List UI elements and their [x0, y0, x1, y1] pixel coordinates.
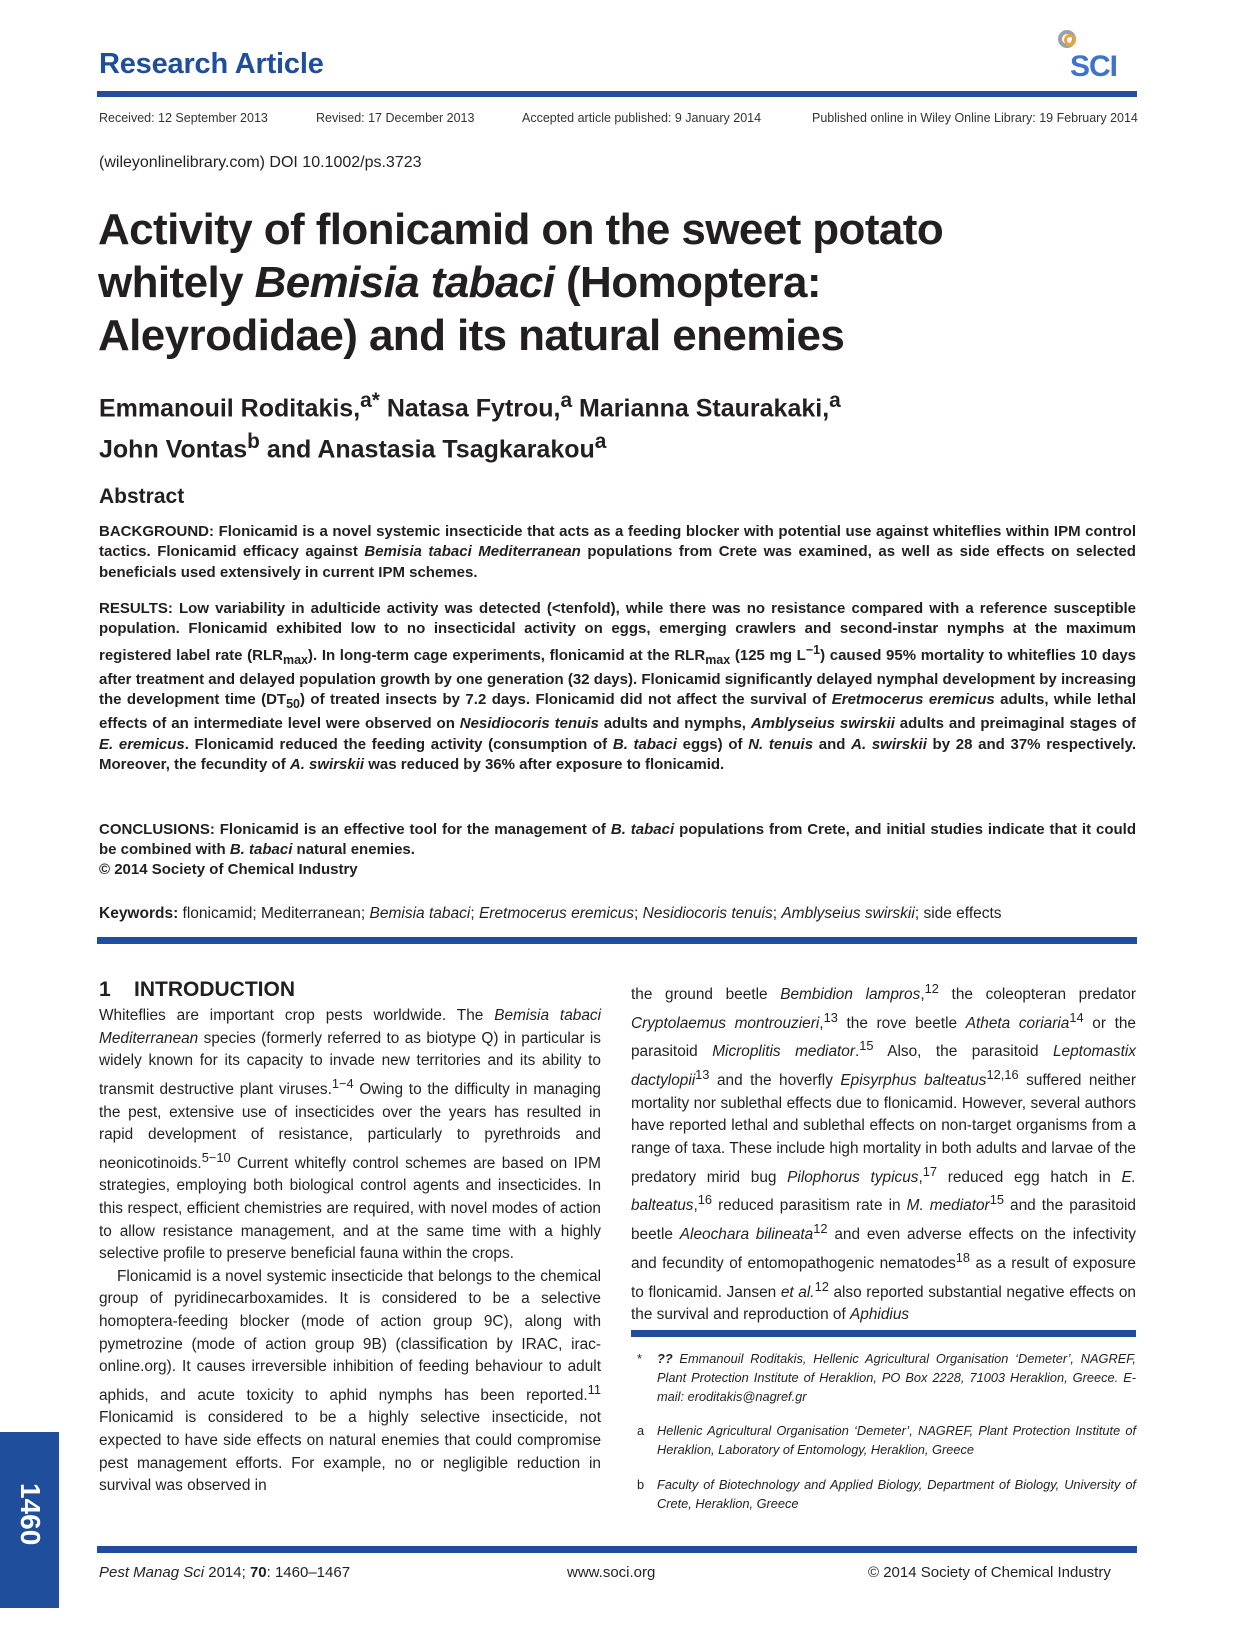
- sci-logo: [1056, 26, 1146, 86]
- footnote-mark: b: [637, 1477, 645, 1492]
- abstract-rule: [97, 937, 1137, 944]
- received-date: Received: 12 September 2013: [99, 111, 268, 125]
- footnote-rule: [631, 1330, 1136, 1337]
- title-text: (Homoptera:: [554, 258, 821, 307]
- footnote-text: Faculty of Biotechnology and Applied Biology, Department of Biology, University of Crete, Heraklion, Greece: [657, 1477, 1136, 1511]
- revised-date: Revised: 17 December 2013: [316, 111, 475, 125]
- title-text: whitely: [98, 258, 255, 307]
- keywords: Keywords: flonicamid; Mediterranean; Bemisia tabaci; Eretmocerus eremicus; Nesidiocoris tenuis; Amblyseius swirskii; side effects: [99, 905, 1002, 922]
- author-and: and: [259, 435, 318, 464]
- author-name: Anastasia Tsagkarakou: [317, 435, 595, 464]
- intro-right-column: [631, 978, 1136, 1327]
- journal-citation: Pest Manag Sci 2014; 70: 1460–1467: [99, 1564, 351, 1581]
- footnote-text: Hellenic Agricultural Organisation ‘Demeter’, NAGREF, Plant Protection Institute of Heraklion, Laboratory of Entomology, Heraklion, Greece: [657, 1423, 1136, 1457]
- footnote-placeholder: ??: [657, 1351, 673, 1366]
- intro-paragraph: Whiteflies are important crop pests worldwide. The Bemisia tabaci Mediterranean species (formerly referred to as biotype Q) in particular is widely known for its capacity to invade new territories and its ability to transmit destructive plant viruses.$^{1-4}$ Owing to the difficulty in managing the pest, extensive use of insecticides over the years has resulted in rapid development of resistance, particularly to pyrethroids and neonicotinoids.$^{5-10}$ Current whitefly control schemes are based on IPM strategies, employing both biological control agents and insecticides. In this respect, efficient chemistries are required, with novel modes of action to allow resistance management, and at the same time with a highly selective profile to preserve beneficial fauna within the crops.: [99, 1007, 601, 1263]
- intro-paragraph: the ground beetle Bembidion lampros,$^{12}$ the coleopteran predator Cryptolaemus montrouzieri,$^{13}$ the rove beetle Atheta coriaria$^{14}$ or the parasitoid Microplitis mediator.$^{15}$ Also, the parasitoid Leptomastix dactylopii$^{13}$ and the hoverfly Episyrphus balteatus$^{12,16}$ suffered neither mortality nor sublethal effects due to flonicamid. However, several authors have reported lethal and sublethal effects on non-target organisms from a range of taxa. These include high mortality in both adults and larvae of the predatory mirid bug Pilophorus typicus,$^{17}$ reduced egg hatch in E. balteatus,$^{16}$ reduced parasitism rate in M. mediator$^{15}$ and the parasitoid beetle Aleochara bilineata$^{12}$ and even adverse effects on the infectivity and fecundity of entomopathogenic nematodes$^{18}$ as a result of exposure to flonicamid. Jansen et al.$^{12}$ also reported substantial negative effects on the survival and reproduction of Aphidius: [631, 981, 1136, 1324]
- author-line: [99, 384, 1049, 425]
- website-link[interactable]: www.soci.org: [567, 1564, 656, 1581]
- author-affil: a: [560, 389, 573, 412]
- doi-link[interactable]: (wileyonlinelibrary.com) DOI 10.1002/ps.3723: [99, 154, 422, 171]
- article-title: [98, 203, 1048, 362]
- footnote-mark: a: [637, 1423, 645, 1438]
- header-rule: [97, 91, 1137, 97]
- title-line: Aleyrodidae) and its natural enemies: [98, 311, 845, 360]
- author-list: [99, 384, 1049, 467]
- footer-rule: [97, 1546, 1137, 1553]
- author-name: Marianna Staurakaki,: [579, 394, 830, 423]
- footnote-affil-a: [631, 1421, 1136, 1459]
- author-name: Emmanouil Roditakis,: [99, 394, 361, 423]
- abstract-copyright: © 2014 Society of Chemical Industry: [99, 861, 358, 878]
- footnote-text: Emmanouil Roditakis, Hellenic Agricultural Organisation ‘Demeter’, NAGREF, Plant Protection Institute of Heraklion, PO Box 2228, 71003 Heraklion, Greece. E-mail: eroditakis@nagref.gr: [657, 1351, 1136, 1404]
- title-species: Bemisia tabaci: [254, 258, 555, 307]
- abstract-conclusions: CONCLUSIONS: Flonicamid is an effective tool for the management of B. tabaci populations from Crete, and initial studies indicate that it could be combined with B. tabaci natural enemies.: [99, 821, 1136, 859]
- author-affil: b: [247, 430, 260, 454]
- footnote-corresponding: [631, 1349, 1136, 1406]
- abstract-heading: Abstract: [99, 485, 185, 508]
- accepted-date: Accepted article published: 9 January 2014: [522, 111, 762, 125]
- author-name: John Vontas: [99, 435, 248, 464]
- logo-ring-inner-icon: [1064, 34, 1076, 46]
- author-name: Natasa Fytrou,: [386, 394, 561, 423]
- title-line: [98, 256, 1048, 309]
- title-line: Activity of flonicamid on the sweet potato: [98, 205, 944, 254]
- author-affil: a: [829, 389, 841, 412]
- author-line: [99, 425, 1049, 466]
- published-date: Published online in Wiley Online Library: 19 February 2014: [812, 111, 1138, 125]
- footnote-affil-b: [631, 1475, 1136, 1513]
- abstract-background: BACKGROUND: Flonicamid is a novel systemic insecticide that acts as a feeding blocker with potential use against whiteflies within IPM control tactics. Flonicamid efficacy against Bemisia tabaci Mediterranean populations from Crete was examined, as well as side effects on selected beneficials used extensively in current IPM schemes.: [99, 523, 1136, 581]
- footer-copyright: © 2014 Society of Chemical Industry: [868, 1564, 1111, 1581]
- footnote-mark: *: [637, 1351, 642, 1366]
- intro-left-column: [99, 1005, 601, 1498]
- intro-paragraph: Flonicamid is a novel systemic insecticide that belongs to the chemical group of pyridinecarboxamides. It is considered to be a selective homoptera-feeding blocker (mode of action group 9C), along with pymetrozine (mode of action group 9B) (classification by IRAC, irac-online.org). It causes irreversible inhibition of feeding behaviour to adult aphids, and acute toxicity to aphid nymphs has been reported.$^{11}$ Flonicamid is considered to be a highly selective insecticide, not expected to have side effects on natural enemies that could compromise pest management efforts. For example, no or negligible reduction in survival was observed in: [99, 1267, 601, 1495]
- author-affil: a: [594, 430, 607, 454]
- abstract-results: RESULTS: Low variability in adulticide activity was detected (<tenfold), while there was no resistance compared with a reference susceptible population. Flonicamid exhibited low to no insecticidal activity on eggs, emerging crawlers and second-instar nymphs at the maximum registered label rate $(RLR_{max})$. In long-term cage experiments, flonicamid at the $RLR_{max}$ (125 mg $L^{-1}$) caused 95% mortality to whiteflies 10 days after treatment and delayed population growth by one generation (32 days). Flonicamid significantly delayed nymphal development by increasing the development time $(DT_{50})$ of treated insects by 7.2 days. Flonicamid did not affect the survival of Eretmocerus eremicus adults, while lethal effects of an intermediate level were observed on Nesidiocoris tenuis adults and nymphs, Amblyseius swirskii adults and preimaginal stages of E. eremicus. Flonicamid reduced the feeding activity (consumption of B. tabaci eggs) of N. tenuis and A. swirskii by 28 and 37% respectively. Moreover, the fecundity of A. swirskii was reduced by 36% after exposure to flonicamid.: [99, 600, 1137, 774]
- logo-text: SCI: [1070, 50, 1118, 83]
- section-label: Research Article: [99, 48, 324, 80]
- page-number: 1460: [15, 1483, 46, 1546]
- intro-heading: 1 INTRODUCTION: [99, 978, 296, 1001]
- author-affil: a*: [360, 389, 380, 412]
